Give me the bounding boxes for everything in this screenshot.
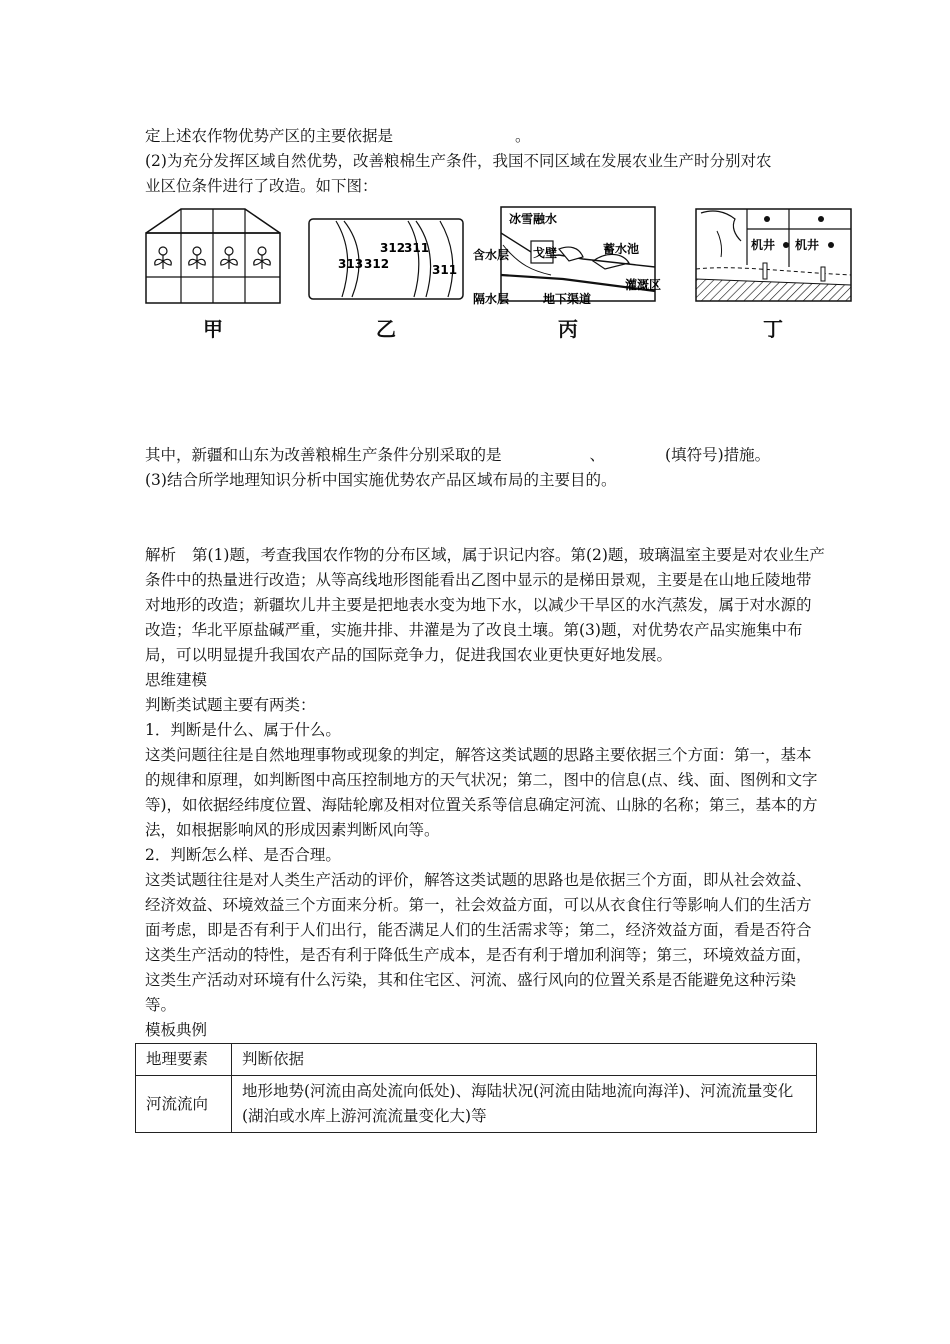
model-intro: 判断类试题主要有两类：	[145, 696, 316, 714]
caption-ding: 丁	[763, 317, 783, 341]
q1-tail-text: 定上述农作物优势产区的主要依据是	[145, 127, 394, 145]
q3-line: (3)结合所学地理知识分析中国实施优势农产品区域布局的主要目的。	[145, 471, 617, 489]
example-heading: 模板典例	[145, 1021, 208, 1039]
table-row	[136, 1076, 817, 1133]
q2-answer-suffix: (填符号)措施。	[665, 446, 771, 464]
figure-bing	[473, 205, 677, 341]
contour-label: 312	[364, 257, 390, 271]
q2-line1: (2)为充分发挥区域自然优势，改善粮棉生产条件，我国不同区域在发展农业生产时分别对农	[145, 152, 772, 170]
q2-answer-line	[145, 443, 825, 468]
karez-label: 戈壁	[533, 246, 558, 260]
karez-label: 隔水层	[473, 292, 510, 306]
caption-jia: 甲	[203, 317, 223, 341]
figure-jia	[145, 205, 281, 341]
caption-bing: 丙	[558, 317, 578, 341]
table-header-cell: 判断依据	[232, 1044, 817, 1076]
karez-label: 冰雪融水	[509, 212, 558, 226]
figure-yi	[308, 205, 464, 341]
contour-label: 311	[432, 263, 458, 277]
model-heading: 思维建模	[145, 671, 208, 689]
table-cell: 河流流向	[136, 1076, 232, 1133]
document-page	[145, 124, 825, 1133]
analysis-text: 第(1)题，考查我国农作物的分布区域，属于识记内容。第(2)题，玻璃温室主要是对农业生产条件中的热量进行改造；从等高线地形图能看出乙图中显示的是梯田景观，主要是在山地丘陵地带对地形的改造；新疆坎儿井主要是把地表水变为地下水，以减少干旱区的水汽蒸发，属于对水源的改造；华北平原盐碱严重，实施井排、井灌是为了改良土壤。第(3)题，对优势农产品实施集中布局，可以明显提升我国农产品的国际竞争力，促进我国农业更快更好地发展。	[145, 546, 825, 664]
karez-label: 灌溉区	[625, 278, 662, 292]
well-label: 机井	[751, 238, 776, 252]
table-header-cell: 地理要素	[136, 1044, 232, 1076]
model-item1-title: 1．判断是什么、属于什么。	[145, 721, 341, 739]
table-header-row	[136, 1044, 817, 1076]
q2-answer-prefix: 其中，新疆和山东为改善粮棉生产条件分别采取的是	[145, 446, 502, 464]
karez-label: 含水层	[473, 248, 510, 262]
example-table	[135, 1043, 817, 1133]
table-cell: 地形地势(河流由高处流向低处)、海陆状况(河流由陆地流向海洋)、河流流量变化(湖泊或水库上游河流流量变化大)等	[232, 1076, 817, 1133]
greenhouse-diagram	[145, 205, 281, 305]
q2-answer-sep: 、	[589, 446, 606, 464]
contour-label: 312	[380, 241, 406, 255]
analysis-paragraph	[145, 543, 825, 668]
karez-label: 蓄水池	[603, 242, 640, 256]
q1-tail-line	[145, 124, 825, 149]
model-item2-title: 2．判断怎么样、是否合理。	[145, 846, 341, 864]
well-irrigation-diagram	[695, 205, 853, 303]
q2-line2: 业区位条件进行了改造。如下图：	[145, 177, 378, 195]
karez-diagram	[473, 205, 677, 309]
caption-yi: 乙	[376, 317, 396, 341]
contour-label: 313	[338, 257, 364, 271]
model-item1-text: 这类问题往往是自然地理事物或现象的判定，解答这类试题的思路主要依据三个方面：第一，基本的规律和原理，如判断图中高压控制地方的天气状况；第二，图中的信息(点、线、面、图例和文字等)，如依据经纬度位置、海陆轮廓及相对位置关系等信息确定河流、山脉的名称；第三，基本的方法，如根据影响风的形成因素判断风向等。	[145, 746, 818, 839]
contour-label: 311	[404, 241, 430, 255]
model-item2-text: 这类试题往往是对人类生产活动的评价，解答这类试题的思路也是依据三个方面，即从社会效益、经济效益、环境效益三个方面来分析。第一，社会效益方面，可以从衣食住行等影响人们的生活方面考虑，即是否有利于人们出行，能否满足人们的生活需求等；第二，经济效益方面，看是否符合这类生产活动的特性，是否有利于降低生产成本，是否有利于增加利润等；第三，环境效益方面，这类生产活动对环境有什么污染，其和住宅区、河流、盛行风向的位置关系是否能避免这种污染等。	[145, 871, 812, 1014]
analysis-label: 解析	[145, 546, 177, 564]
figure-ding	[695, 205, 853, 341]
contour-map	[308, 205, 464, 301]
q1-tail-end: 。	[515, 127, 531, 145]
well-label: 机井	[795, 238, 820, 252]
karez-label: 地下渠道	[543, 292, 592, 306]
figure-strip	[145, 205, 825, 345]
